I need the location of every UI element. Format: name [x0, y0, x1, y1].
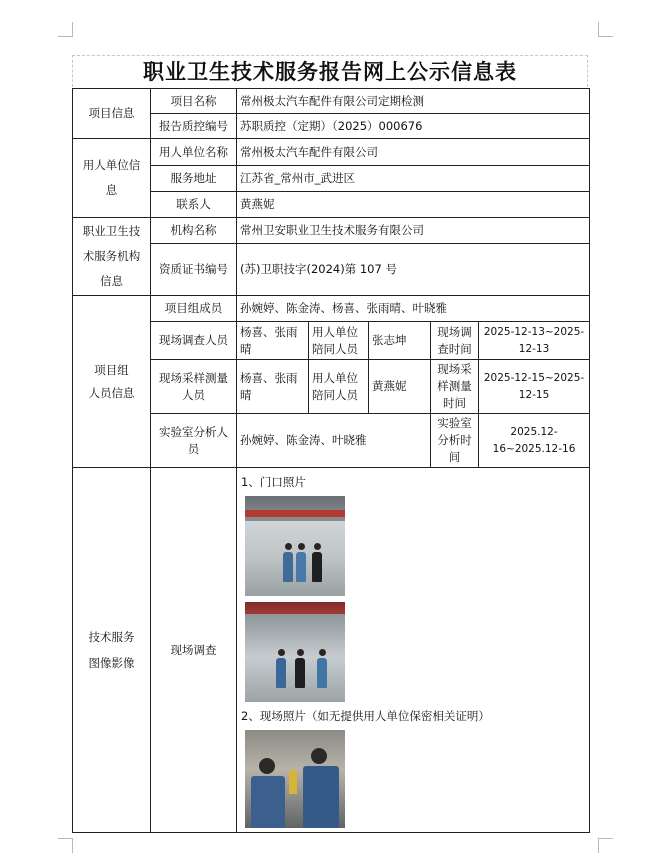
person-head	[314, 543, 321, 550]
person-head	[298, 543, 305, 550]
label-site-survey: 现场调查	[151, 468, 237, 833]
value-team-members: 孙婉婷、陈金涛、杨喜、张雨晴、叶晓雅	[237, 296, 590, 322]
person-head	[319, 649, 326, 656]
person	[283, 552, 293, 582]
section-images-line2: 图像影像	[88, 656, 135, 670]
section-agency-line3: 信息	[100, 274, 123, 288]
value-service-address: 江苏省_常州市_武进区	[237, 166, 590, 192]
label-sampling-escort: 用人单位陪同人员	[309, 360, 369, 414]
section-team-line1: 项目组	[94, 362, 129, 377]
caption-site-photo: 2、现场照片（如无提供用人单位保密相关证明）	[241, 709, 490, 723]
value-sampling-time: 2025-12-15~2025-12-15	[479, 360, 590, 414]
section-agency-line1: 职业卫生技	[82, 224, 141, 238]
label-employer-name: 用人单位名称	[151, 139, 237, 166]
label-cert-number: 资质证书编号	[151, 244, 237, 296]
page-corner-mark	[598, 22, 613, 37]
value-agency-name: 常州卫安职业卫生技术服务有限公司	[237, 218, 590, 244]
value-sampling-escort: 黄燕妮	[369, 360, 431, 414]
label-lab-time: 实验室分析时间	[431, 414, 479, 468]
label-lab-staff: 实验室分析人员	[151, 414, 237, 468]
label-sampling-time: 现场采样测量时间	[431, 360, 479, 414]
label-agency-name: 机构名称	[151, 218, 237, 244]
person	[303, 766, 339, 828]
section-team	[73, 296, 151, 468]
label-contact: 联系人	[151, 192, 237, 218]
section-employer-line1: 用人单位信	[82, 158, 141, 172]
value-employer-name: 常州极太汽车配件有限公司	[237, 139, 590, 166]
section-team-line2: 人员信息	[88, 385, 135, 400]
gate-banner	[245, 510, 345, 517]
label-sampling-staff: 现场采样测量人员	[151, 360, 237, 414]
photo-area	[237, 468, 590, 833]
person-head	[259, 758, 275, 774]
person	[276, 658, 286, 688]
label-survey-escort: 用人单位陪同人员	[309, 322, 369, 360]
gate-photo-1	[245, 496, 345, 596]
value-survey-staff: 杨喜、张雨晴	[237, 322, 309, 360]
person	[317, 658, 327, 688]
person-head	[278, 649, 285, 656]
value-survey-escort: 张志坤	[369, 322, 431, 360]
person	[296, 552, 306, 582]
value-cert-number: (苏)卫职技字(2024)第 107 号	[237, 244, 590, 296]
value-sampling-staff: 杨喜、张雨晴	[237, 360, 309, 414]
page-corner-mark	[58, 22, 73, 37]
value-lab-staff: 孙婉婷、陈金涛、叶晓雅	[237, 414, 431, 468]
value-lab-time: 2025.12-16~2025.12-16	[479, 414, 590, 468]
document-title: 职业卫生技术服务报告网上公示信息表	[72, 55, 588, 87]
section-project-info: 项目信息	[73, 89, 151, 139]
gate-photo-2	[245, 602, 345, 702]
label-survey-staff: 现场调查人员	[151, 322, 237, 360]
section-employer-line2: 息	[105, 183, 118, 197]
page-corner-mark	[598, 838, 613, 853]
label-survey-time: 现场调查时间	[431, 322, 479, 360]
label-team-members: 项目组成员	[151, 296, 237, 322]
value-project-name: 常州极太汽车配件有限公司定期检测	[237, 89, 590, 114]
caption-gate-photo: 1、门口照片	[241, 475, 306, 489]
label-qc-number: 报告质控编号	[151, 114, 237, 139]
person-head	[311, 748, 327, 764]
person	[312, 552, 322, 582]
site-photo	[245, 730, 345, 828]
section-images	[73, 468, 151, 833]
person	[295, 658, 305, 688]
label-service-address: 服务地址	[151, 166, 237, 192]
equipment	[289, 770, 297, 794]
page-corner-mark	[58, 838, 73, 853]
value-survey-time: 2025-12-13~2025-12-13	[479, 322, 590, 360]
value-qc-number: 苏职质控（定期）（2025）000676	[237, 114, 590, 139]
person-head	[285, 543, 292, 550]
person-head	[297, 649, 304, 656]
value-contact: 黄燕妮	[237, 192, 590, 218]
label-project-name: 项目名称	[151, 89, 237, 114]
info-table	[72, 88, 590, 833]
section-images-line1: 技术服务	[88, 630, 135, 644]
section-agency	[73, 218, 151, 296]
section-agency-line2: 术服务机构	[82, 249, 141, 263]
person	[251, 776, 285, 828]
section-employer	[73, 139, 151, 218]
